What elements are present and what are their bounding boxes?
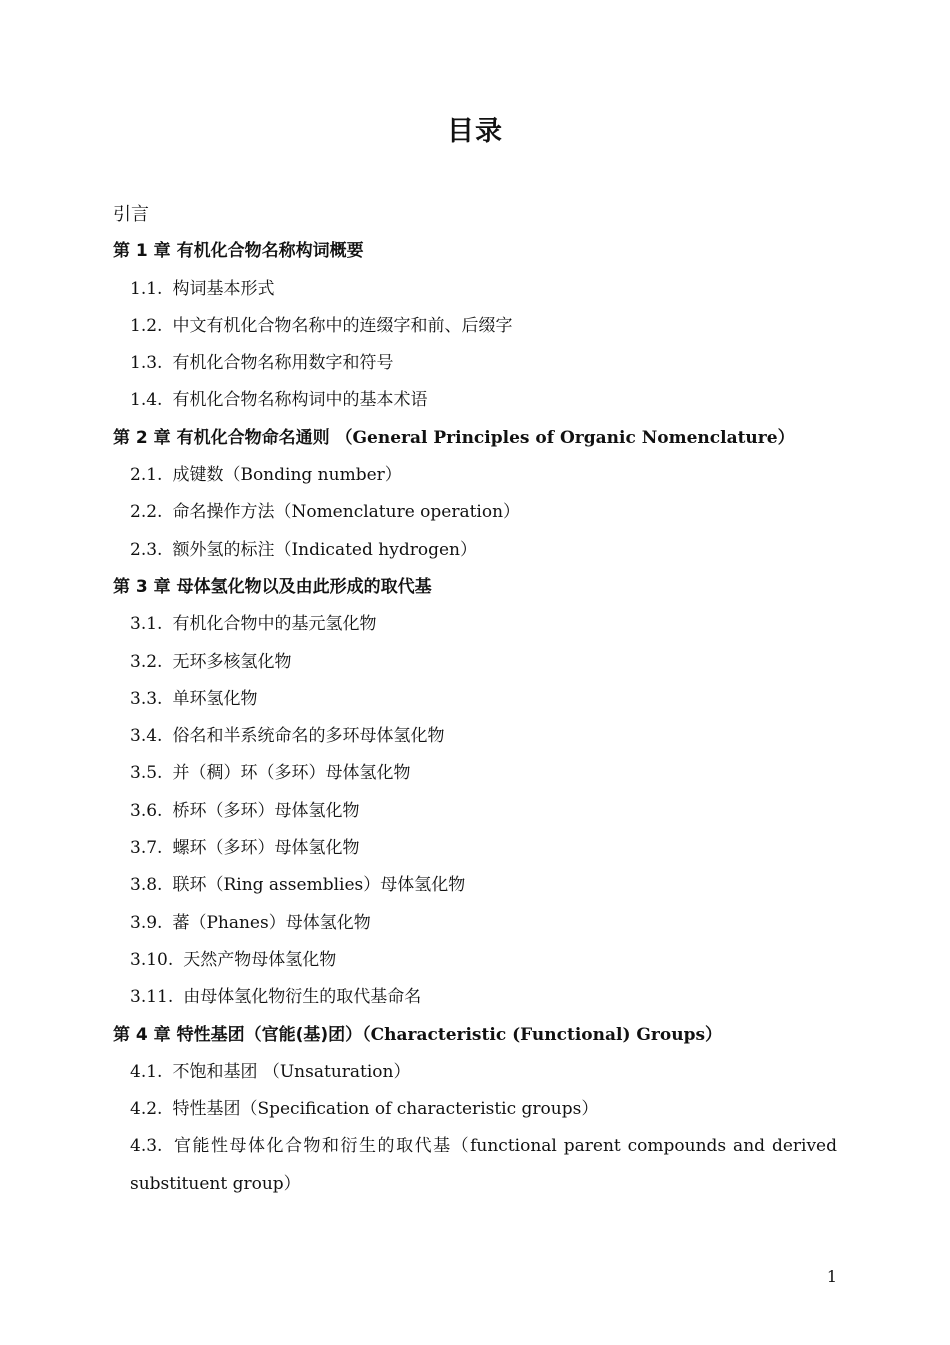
section-title: 命名操作方法（Nomenclature operation） (172, 502, 521, 523)
section-title: 额外氢的标注（Indicated hydrogen） (172, 539, 477, 560)
section-title: 有机化合物名称构词中的基本术语 (172, 390, 428, 411)
toc-section-3-11[interactable] (113, 979, 837, 1016)
toc-section-2-2[interactable] (113, 494, 837, 531)
section-title: 成键数（Bonding number） (172, 465, 402, 486)
section-number: 1.3. (130, 353, 163, 374)
section-title: 螺环（多环）母体氢化物 (172, 838, 360, 859)
toc-intro[interactable]: 引言 (113, 204, 149, 225)
section-title: 单环氢化物 (172, 688, 258, 709)
section-title: 蕃（Phanes）母体氢化物 (172, 912, 371, 933)
section-title-line-1 (130, 1128, 837, 1165)
toc-chapter-2[interactable] (113, 420, 837, 457)
chapter-title: 第 3 章 母体氢化物以及由此形成的取代基 (113, 576, 432, 597)
section-number: 1.2. (130, 315, 163, 336)
section-title: 由母体氢化物衍生的取代基命名 (183, 987, 422, 1008)
section-number: 2.2. (130, 502, 163, 523)
toc-section-3-8[interactable] (113, 867, 837, 904)
section-number: 3.7. (130, 838, 163, 859)
section-number: 3.5. (130, 763, 163, 784)
section-number: 3.2. (130, 651, 163, 672)
section-title: 俗名和半系统命名的多环母体氢化物 (172, 726, 445, 747)
chapter-title-en: （Characteristic (Functional) Groups） (362, 1024, 723, 1045)
section-title: 无环多核氢化物 (172, 651, 292, 672)
chapter-title-en: （General Principles of Organic Nomenclature） (335, 427, 795, 448)
toc-chapter-4[interactable] (113, 1017, 837, 1054)
page-number: 1 (826, 1267, 837, 1286)
section-number: 3.10. (130, 949, 174, 970)
toc-section-1-1[interactable] (113, 271, 837, 308)
toc-chapter-3[interactable] (113, 569, 837, 606)
section-title: 官能性母体化合物和衍生的取代基（functional parent compounds and derived (172, 1136, 837, 1157)
toc-section-3-5[interactable] (113, 755, 837, 792)
section-title: 并（稠）环（多环）母体氢化物 (172, 763, 411, 784)
section-title: 天然产物母体氢化物 (183, 949, 337, 970)
section-title: 有机化合物名称用数字和符号 (172, 353, 394, 374)
toc-section-3-7[interactable] (113, 830, 837, 867)
toc-section-2-3[interactable] (113, 532, 837, 569)
section-title: 特性基团（Specification of characteristic groups） (172, 1099, 599, 1120)
section-number: 3.9. (130, 912, 163, 933)
toc-section-3-3[interactable] (113, 681, 837, 718)
toc-section-1-3[interactable] (113, 345, 837, 382)
section-title: 有机化合物中的基元氢化物 (172, 614, 377, 635)
toc-section-2-1[interactable] (113, 457, 837, 494)
section-number: 3.1. (130, 614, 163, 635)
section-number: 4.2. (130, 1099, 163, 1120)
toc-section-4-1[interactable] (113, 1054, 837, 1091)
section-number: 2.3. (130, 539, 163, 560)
toc-section-3-1[interactable] (113, 606, 837, 643)
section-number: 4.3. (130, 1136, 163, 1157)
toc-section-3-2[interactable] (113, 644, 837, 681)
section-title: 中文有机化合物名称中的连缀字和前、后缀字 (172, 315, 513, 336)
section-number: 3.3. (130, 688, 163, 709)
section-number: 1.4. (130, 390, 163, 411)
section-number: 3.6. (130, 800, 163, 821)
toc-section-3-10[interactable] (113, 942, 837, 979)
section-title: 联环（Ring assemblies）母体氢化物 (172, 875, 466, 896)
section-number: 3.8. (130, 875, 163, 896)
section-number: 2.1. (130, 465, 163, 486)
chapter-title: 第 2 章 有机化合物命名通则 (113, 427, 336, 448)
toc-section-1-4[interactable] (113, 382, 837, 419)
toc-section-4-3[interactable] (113, 1128, 837, 1203)
page-title: 目录 (447, 116, 503, 147)
toc-section-3-6[interactable] (113, 793, 837, 830)
toc-section-3-9[interactable] (113, 905, 837, 942)
toc-section-3-4[interactable] (113, 718, 837, 755)
toc-section-4-2[interactable] (113, 1091, 837, 1128)
chapter-title: 第 1 章 有机化合物名称构词概要 (113, 241, 364, 262)
section-number: 1.1. (130, 278, 163, 299)
chapter-title: 第 4 章 特性基团（官能(基)团） (113, 1024, 363, 1045)
section-title: 桥环（多环）母体氢化物 (172, 800, 360, 821)
toc-chapter-1[interactable] (113, 233, 837, 270)
section-number: 3.11. (130, 987, 174, 1008)
section-title: 构词基本形式 (172, 278, 275, 299)
section-title-line-2: substituent group） (130, 1173, 301, 1194)
toc-section-1-2[interactable] (113, 308, 837, 345)
section-title: 不饱和基团 （Unsaturation） (172, 1061, 411, 1082)
section-number: 4.1. (130, 1061, 163, 1082)
section-number: 3.4. (130, 726, 163, 747)
table-of-contents (113, 196, 837, 1203)
